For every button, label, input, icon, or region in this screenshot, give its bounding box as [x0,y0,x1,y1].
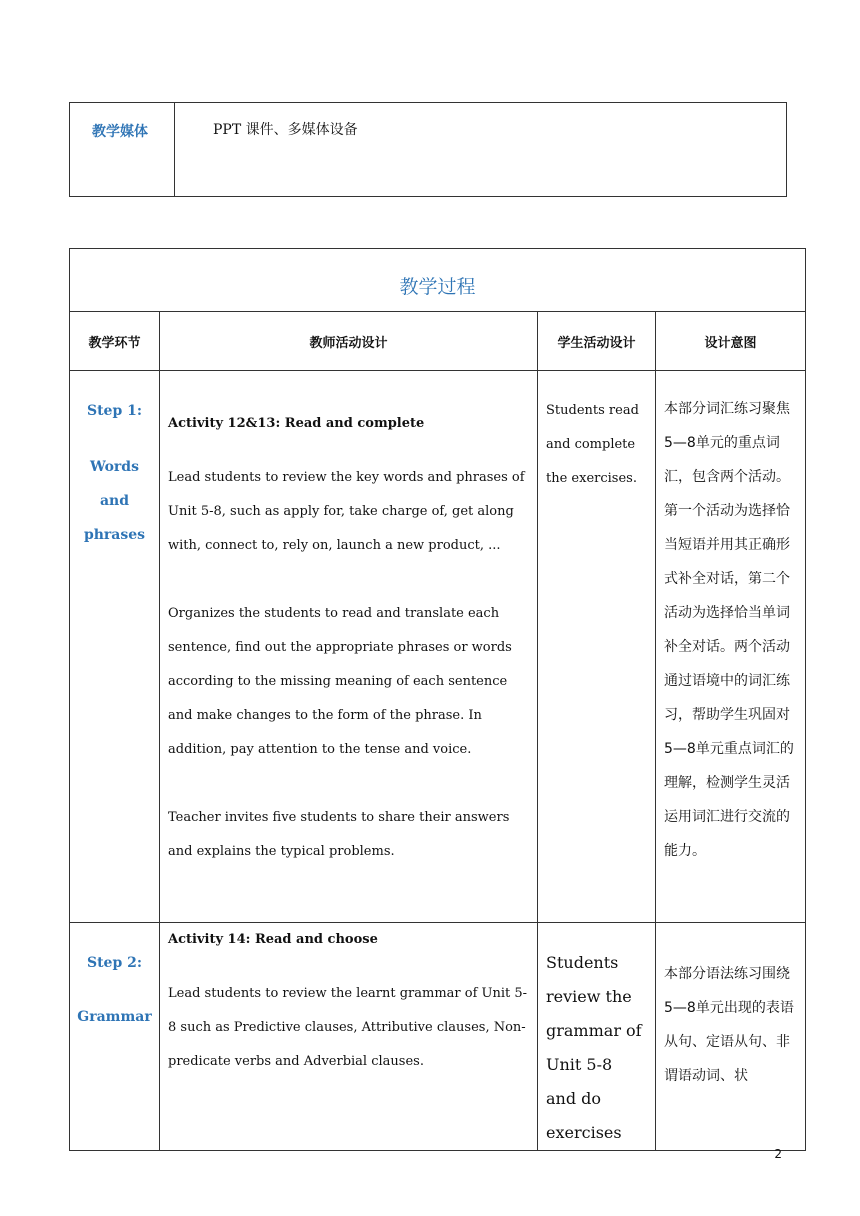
table-row [70,371,806,923]
header-student: 学生活动设计 [538,312,656,371]
design-intent-cell: 本部分词汇练习聚焦5—8单元的重点词汇，包含两个活动。第一个活动为选择恰当短语并用其正确形式补全对话，第二个活动为选择恰当单词补全对话。两个活动通过语境中的词汇练习，帮助学生巩固对5—8单元重点词汇的理解，检测学生灵活运用词汇进行交流的能力。 [656,371,806,923]
media-table [69,102,787,197]
teacher-paragraph: Teacher invites five students to share their answers and explains the typical problems. [168,810,510,859]
table-row [70,923,806,1151]
step-cell [70,371,160,923]
student-activity-cell: Students review the grammar of Unit 5-8 and do exercises [538,923,656,1151]
activity-title: Activity 12&13: Read and complete [168,416,425,431]
process-title: 教学过程 [70,249,806,312]
teacher-paragraph: Lead students to review the key words and phrases of Unit 5-8, such as apply for, take charge of, get along with, connect to, rely on, launch a new product, ... [168,470,525,553]
design-intent-cell: 本部分语法练习围绕5—8单元出现的表语从句、定语从句、非谓语动词、状 [656,923,806,1151]
teacher-activity-cell [160,923,538,1151]
teacher-paragraph: Organizes the students to read and translate each sentence, find out the appropriate phrases or words according to the missing meaning of each sentence and make changes to the form of the phrase. In addition, pay attention to the tense and voice. [168,606,512,757]
step-cell [70,923,160,1151]
page-number: 2 [774,1147,782,1161]
teacher-activity-cell [160,371,538,923]
header-row [70,312,806,371]
media-label: 教学媒体 [70,103,175,197]
process-table [69,248,806,1151]
header-teacher: 教师活动设计 [160,312,538,371]
student-activity-cell: Students read and complete the exercises. [538,371,656,923]
header-stage: 教学环节 [70,312,160,371]
step-name: Words and phrases [83,459,146,543]
activity-title: Activity 14: Read and choose [168,932,378,947]
step-name: Grammar [77,1009,152,1025]
teacher-paragraph: Lead students to review the learnt grammar of Unit 5-8 such as Predictive clauses, Attributive clauses, Non-predicate verbs and Adverbial clauses. [168,986,528,1069]
step-label: Step 1: [86,403,143,419]
media-value: PPT 课件、多媒体设备 [175,103,787,197]
step-label: Step 2: [86,955,143,971]
header-intent: 设计意图 [656,312,806,371]
